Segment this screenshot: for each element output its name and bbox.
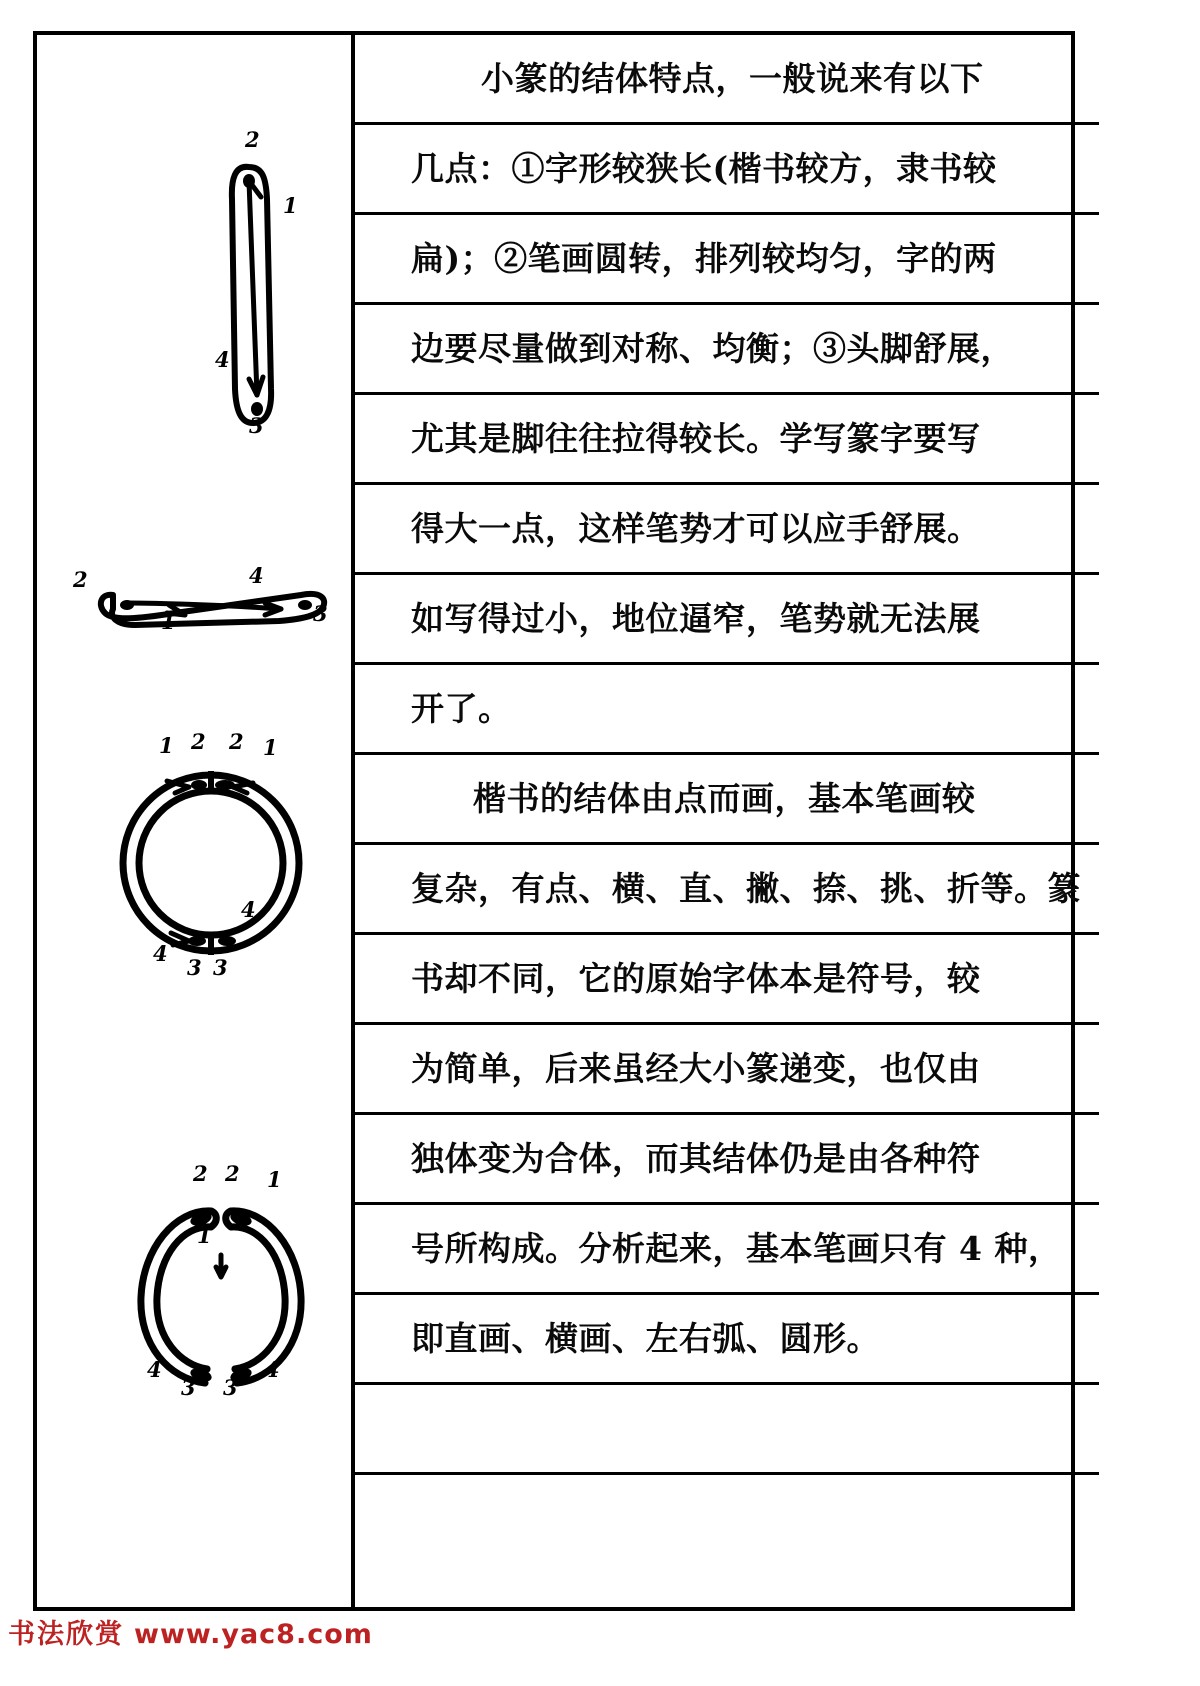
circle-number-2-topright: 2: [229, 729, 244, 754]
vertical-stroke-svg: [187, 127, 337, 457]
arc-number-3-bottomright: 3: [223, 1375, 238, 1400]
text-row: [355, 125, 1099, 215]
text-row: [355, 395, 1099, 485]
arc-number-2-topright: 2: [225, 1161, 240, 1186]
watermark-url: www.yac8.com: [134, 1619, 373, 1650]
text-line: 为简单，后来虽经大小篆递变，也仅由: [411, 1049, 981, 1088]
arc-number-2-topleft: 2: [193, 1161, 208, 1186]
arc-number-4-bottomleft: 4: [147, 1357, 162, 1382]
text-row: [355, 575, 1099, 665]
text-row: [355, 35, 1099, 125]
page-frame: [33, 31, 1081, 1611]
text-line: 如写得过小，地位逼窄，笔势就无法展: [411, 599, 981, 638]
stroke-number-4-left: 4: [215, 347, 230, 372]
text-line: 书却不同，它的原始字体本是符号，较: [411, 959, 981, 998]
text-column: [355, 35, 1099, 1607]
arc-number-1-middle: 1: [197, 1223, 212, 1248]
watermark: [8, 1612, 373, 1651]
illustration-column: [37, 35, 355, 1607]
circle-number-2-topleft: 2: [191, 729, 206, 754]
text-line: 得大一点，这样笔势才可以应手舒展。: [411, 509, 981, 548]
circle-number-3-bottomleft: 3: [187, 955, 202, 980]
text-row: [355, 1115, 1099, 1205]
text-line: 小篆的结体特点，一般说来有以下: [481, 59, 984, 98]
text-row: [355, 665, 1099, 755]
circle-number-4-bottomleft: 4: [153, 941, 168, 966]
text-row: [355, 485, 1099, 575]
stroke-number-3-right: 3: [313, 601, 328, 626]
watermark-chinese: 书法欣赏: [8, 1619, 124, 1650]
stroke-number-3-bottom: 3: [249, 413, 264, 438]
text-line: 开了。: [411, 689, 512, 728]
text-line: 尤其是脚往往拉得较长。学写篆字要写: [411, 419, 981, 458]
left-right-arc-stroke-diagram: [125, 1163, 325, 1413]
text-row: [355, 1025, 1099, 1115]
page-columns: [37, 35, 1081, 1607]
text-row: [355, 845, 1099, 935]
text-row: [355, 1385, 1099, 1475]
text-line: 边要尽量做到对称、均衡；③头脚舒展，: [411, 329, 1014, 368]
circle-number-1-topleft: 1: [159, 733, 174, 758]
arc-number-3-bottomleft: 3: [181, 1375, 196, 1400]
text-line: 号所构成。分析起来，基本笔画只有 4 种，: [411, 1229, 1062, 1268]
text-line: 楷书的结体由点而画，基本笔画较: [473, 779, 976, 818]
text-line: 几点：①字形较狭长(楷书较方，隶书较: [411, 149, 997, 188]
vertical-stroke-diagram: [187, 127, 337, 457]
circle-number-4-inner: 4: [241, 897, 256, 922]
arc-number-1-topright: 1: [267, 1167, 282, 1192]
stroke-number-1-under: 1: [161, 609, 176, 634]
text-line: 复杂，有点、横、直、撇、捺、挑、折等。篆: [411, 869, 1081, 908]
text-row: [355, 1295, 1099, 1385]
circle-stroke-diagram: [115, 729, 315, 995]
text-row: [355, 215, 1099, 305]
text-line: 即直画、横画、左右弧、圆形。: [411, 1319, 880, 1358]
stroke-number-4-top: 4: [249, 563, 264, 588]
circle-number-3-bottomright: 3: [213, 955, 228, 980]
text-line: 扁)；②笔画圆转，排列较均匀，字的两: [411, 239, 997, 278]
horizontal-stroke-svg: [65, 543, 355, 653]
text-row: [355, 755, 1099, 845]
text-row: [355, 1475, 1099, 1565]
text-line: 独体变为合体，而其结体仍是由各种符: [411, 1139, 981, 1178]
text-row: [355, 1205, 1099, 1295]
text-row: [355, 935, 1099, 1025]
text-row: [355, 305, 1099, 395]
circle-number-1-topright: 1: [263, 735, 278, 760]
stroke-number-2-top: 2: [245, 127, 260, 152]
stroke-number-1-right: 1: [283, 193, 298, 218]
horizontal-stroke-diagram: [65, 543, 355, 653]
arc-number-4-bottomright: 4: [265, 1357, 280, 1382]
stroke-number-2-left: 2: [73, 567, 88, 592]
